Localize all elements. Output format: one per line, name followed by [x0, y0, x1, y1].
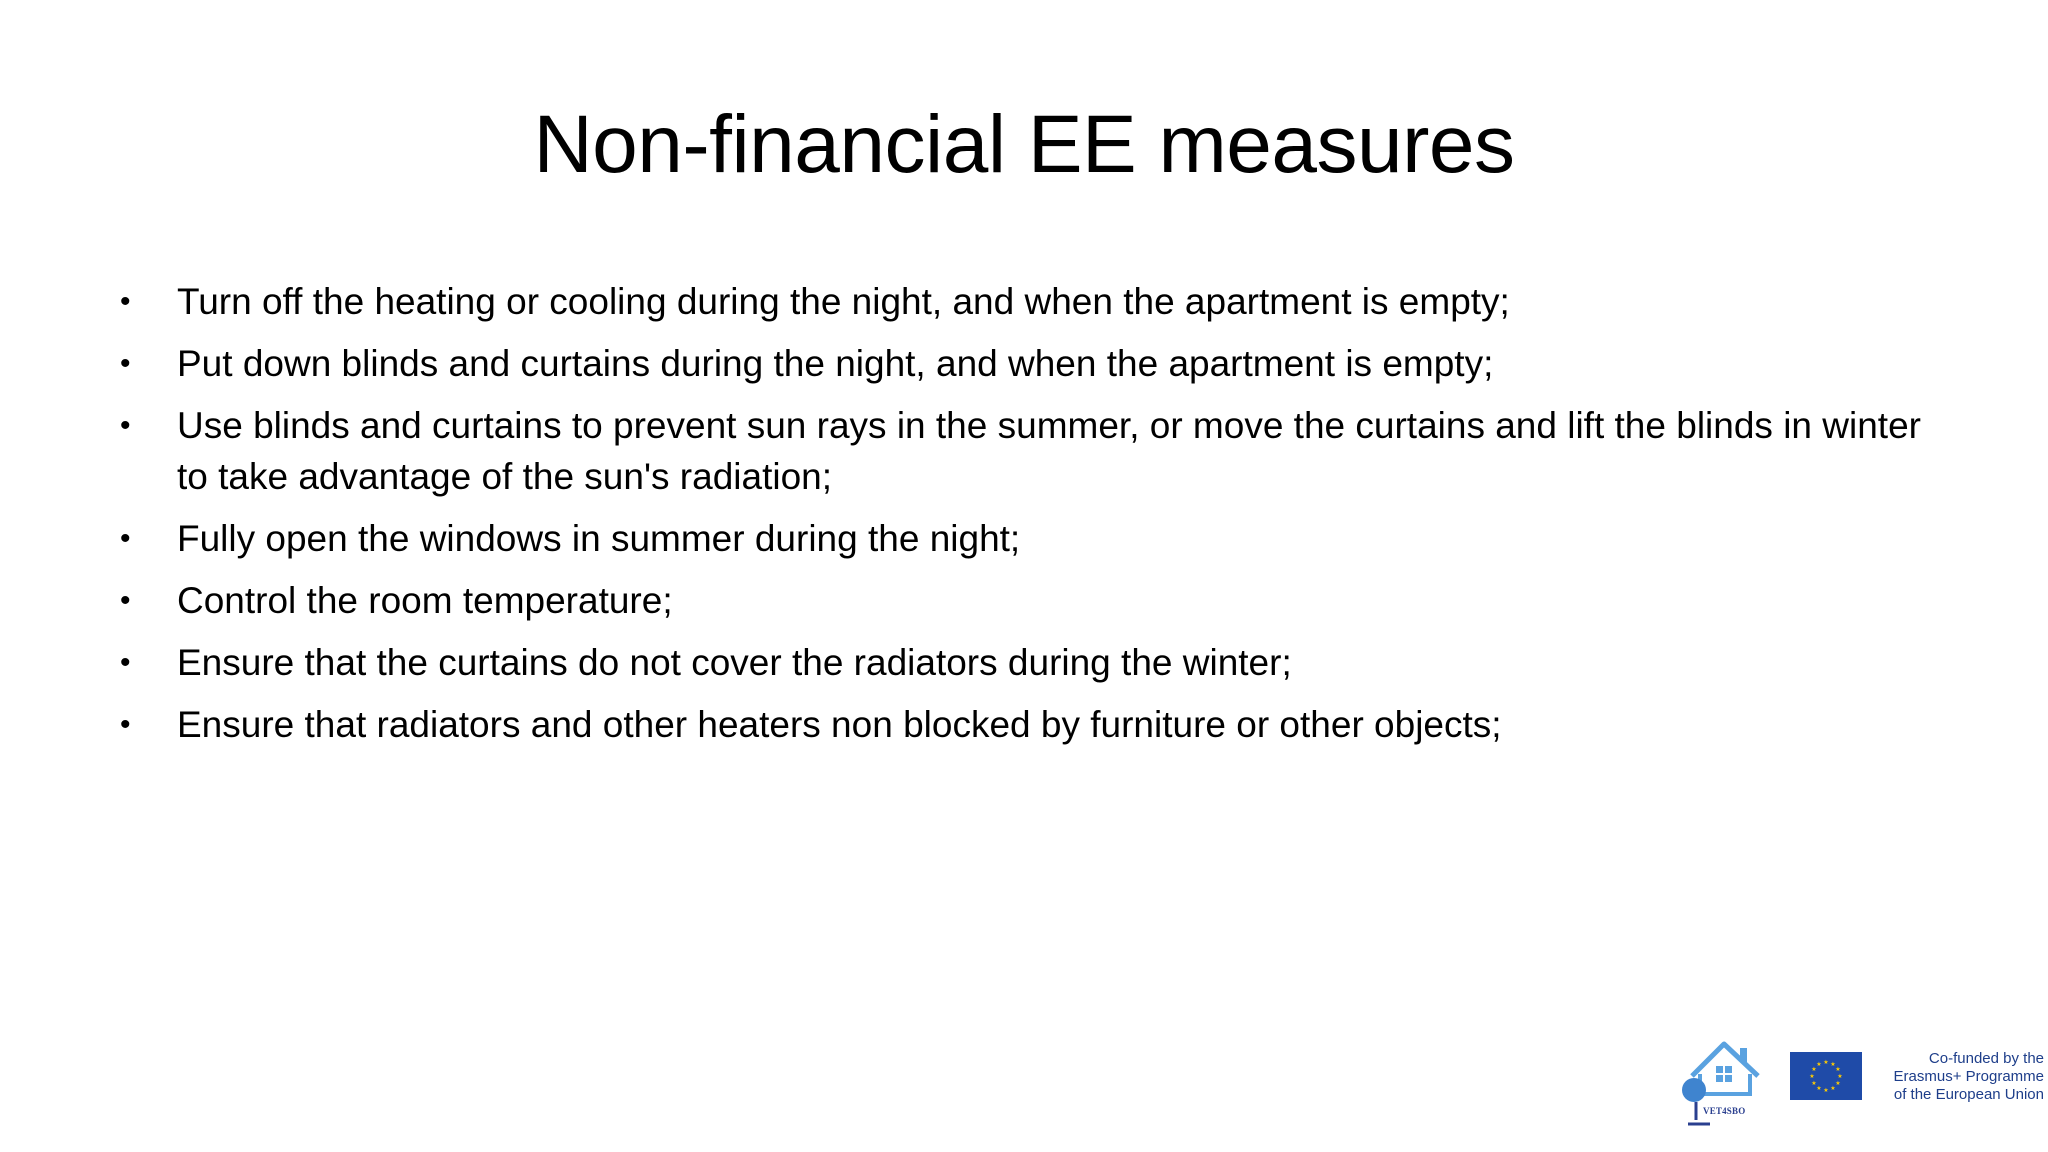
bullet-item: [120, 513, 1950, 564]
bullet-list: [120, 276, 1950, 761]
house-magnifier-icon: [1678, 1032, 1768, 1132]
slide-title: Non-financial EE measures: [533, 99, 1515, 190]
bullet-item: [120, 575, 1950, 626]
eu-flag-icon: [1790, 1052, 1862, 1100]
svg-text:★: ★: [1816, 1085, 1822, 1092]
bullet-text: Turn off the heating or cooling during the night, and when the apartment is empty;: [177, 281, 1510, 322]
eu-text-line: Co-funded by the: [1928, 1050, 2044, 1067]
bullet-dot-icon: •: [120, 708, 131, 741]
svg-text:★: ★: [1830, 1061, 1836, 1068]
svg-text:★: ★: [1830, 1085, 1836, 1092]
svg-text:★: ★: [1835, 1080, 1841, 1087]
bullet-item: [120, 400, 1950, 502]
svg-text:★: ★: [1835, 1066, 1841, 1073]
svg-text:★: ★: [1823, 1087, 1829, 1094]
bullet-item: [120, 637, 1950, 688]
bullet-dot-icon: •: [120, 409, 131, 442]
svg-text:★: ★: [1816, 1061, 1822, 1068]
svg-text:★: ★: [1823, 1059, 1829, 1066]
bullet-dot-icon: •: [120, 347, 131, 380]
bullet-item: [120, 699, 1950, 750]
svg-text:★: ★: [1809, 1073, 1815, 1080]
bullet-item: [120, 276, 1950, 327]
bullet-text: Control the room temperature;: [177, 580, 673, 621]
bullet-item: [120, 338, 1950, 389]
vet4sbo-logo: [1678, 1032, 1768, 1132]
svg-text:★: ★: [1811, 1066, 1817, 1073]
bullet-dot-icon: •: [120, 584, 131, 617]
bullet-text: Ensure that radiators and other heaters non blocked by furniture or other objects;: [177, 704, 1502, 745]
bullet-text: Fully open the windows in summer during the night;: [177, 518, 1021, 559]
eu-text-line: of the European Union: [1893, 1086, 2044, 1103]
bullet-dot-icon: •: [120, 646, 131, 679]
bullet-text: Put down blinds and curtains during the night, and when the apartment is empty;: [177, 343, 1494, 384]
svg-text:★: ★: [1837, 1073, 1843, 1080]
footer-logos: [1678, 1032, 2048, 1132]
vet4sbo-logo-text: VET4SBO: [1703, 1106, 1746, 1116]
bullet-dot-icon: •: [120, 522, 131, 555]
svg-text:★: ★: [1811, 1080, 1817, 1087]
eu-cofunded-text: [1866, 1050, 2044, 1104]
bullet-dot-icon: •: [120, 285, 131, 318]
bullet-text: Ensure that the curtains do not cover the radiators during the winter;: [177, 642, 1292, 683]
bullet-text: Use blinds and curtains to prevent sun rays in the summer, or move the curtains and lift the blinds in winter to take advantage of the sun's radiation;: [177, 405, 1921, 497]
eu-text-line: Erasmus+ Programme: [1893, 1068, 2044, 1085]
